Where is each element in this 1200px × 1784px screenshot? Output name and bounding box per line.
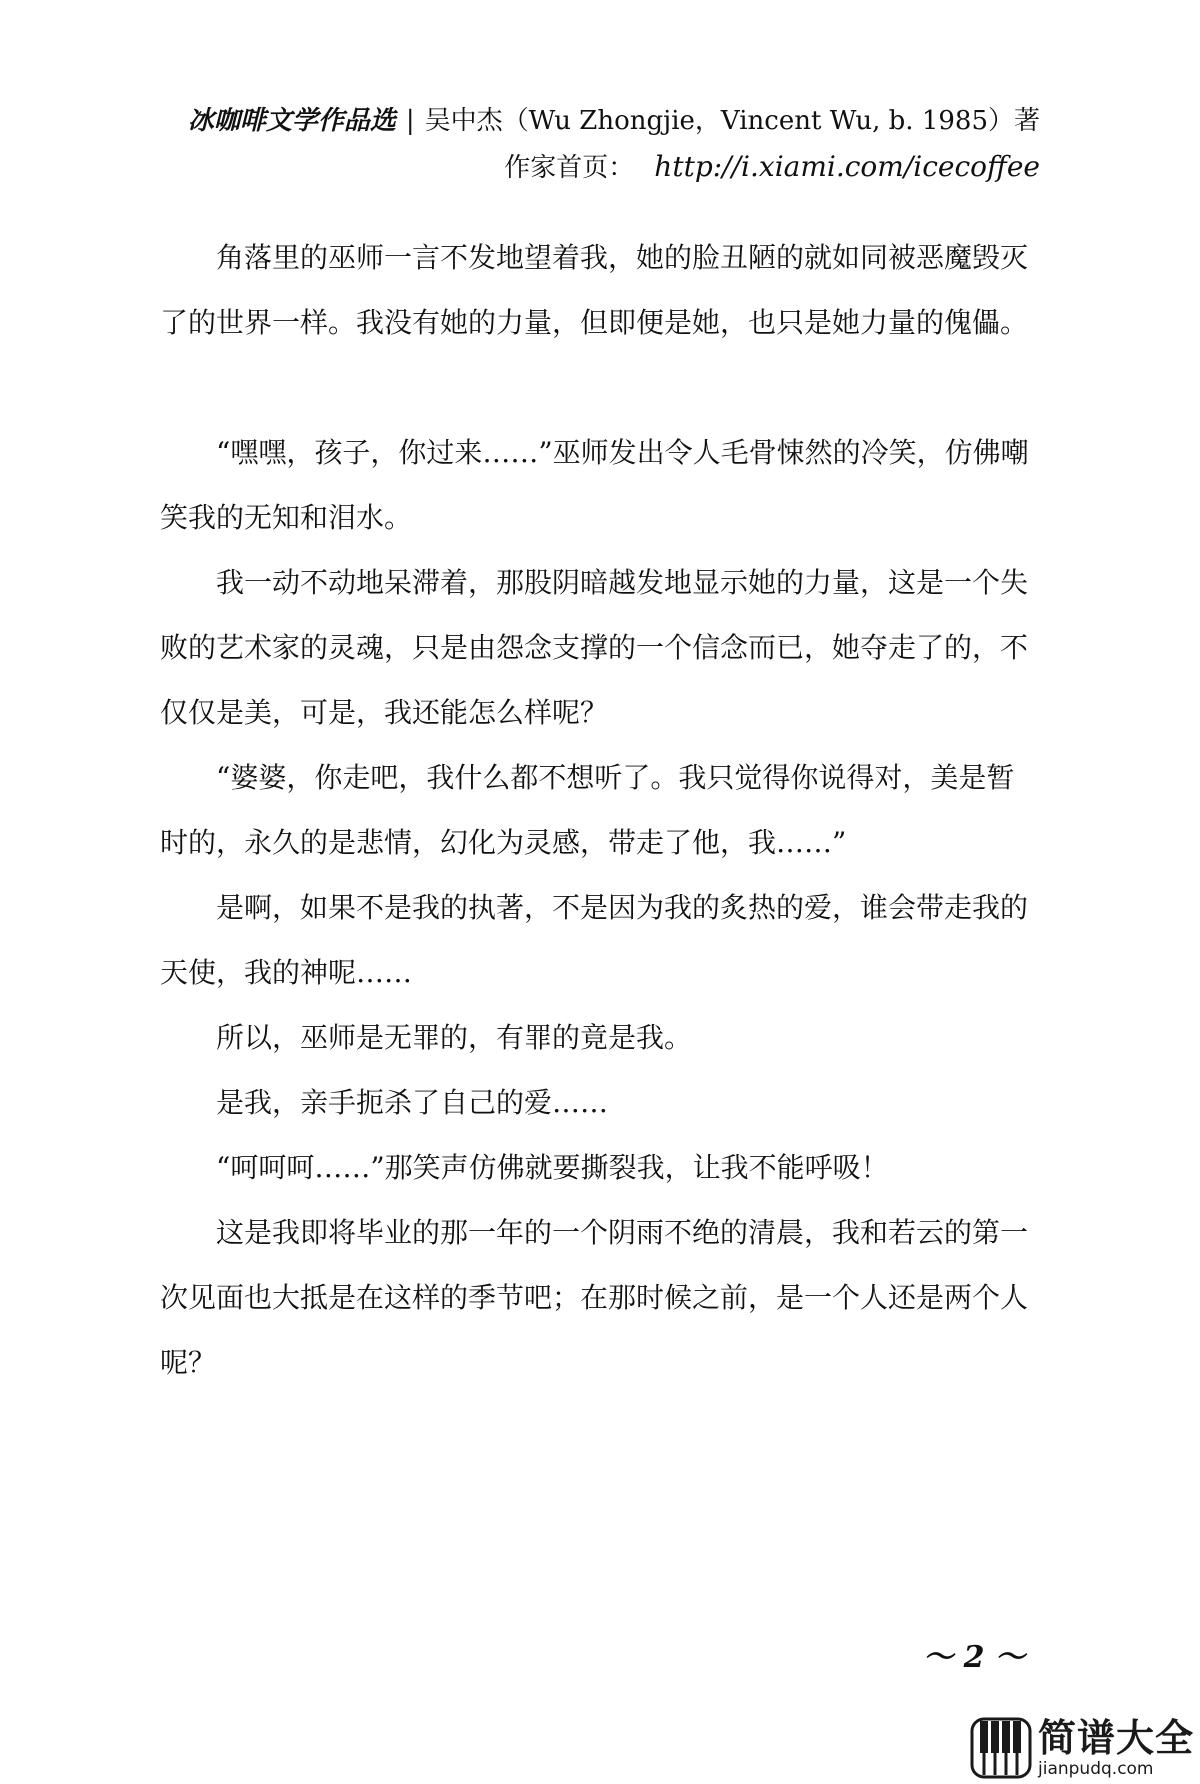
watermark-logo bbox=[970, 1712, 1200, 1784]
series-title: 冰咖啡文学作品选 bbox=[187, 106, 396, 136]
paragraph: 是啊，如果不是我的执著，不是因为我的炙热的爱，谁会带走我的天使，我的神呢…… bbox=[160, 891, 1029, 989]
paragraph: 我一动不动地呆滞着，那股阴暗越发地显示她的力量，这是一个失败的艺术家的灵魂，只是由怨念支撑的一个信念而已，她夺走了的，不仅仅是美，可是，我还能怎么样呢？ bbox=[160, 566, 1029, 729]
piano-keys-icon bbox=[970, 1717, 1032, 1779]
author-credit: 吴中杰（Wu Zhongjie，Vincent Wu, b. 1985）著 bbox=[424, 106, 1040, 136]
watermark-name: 简谱大全 bbox=[1038, 1715, 1195, 1760]
paragraph: 所以，巫师是无罪的，有罪的竟是我。 bbox=[216, 1021, 693, 1054]
homepage-link[interactable]: http://i.xiami.com/icecoffee bbox=[654, 150, 1040, 183]
homepage-label: 作家首页： bbox=[504, 153, 635, 183]
watermark-domain: jianpudq.com bbox=[1038, 1758, 1154, 1779]
watermark-text bbox=[1038, 1715, 1195, 1779]
story-body bbox=[160, 225, 1040, 1395]
paragraph: “婆婆，你走吧，我什么都不想听了。我只觉得你说得对，美是暂时的，永久的是悲情，幻化为灵感，带走了他，我……” bbox=[160, 761, 1015, 859]
paragraph: 这是我即将毕业的那一年的一个阴雨不绝的清晨，我和若云的第一次见面也大抵是在这样的季节吧；在那时候之前，是一个人还是两个人呢？ bbox=[160, 1216, 1029, 1379]
paragraph: 角落里的巫师一言不发地望着我，她的脸丑陋的就如同被恶魔毁灭了的世界一样。我没有她的力量，但即便是她，也只是她力量的傀儡。 bbox=[160, 241, 1029, 339]
paragraph: 是我，亲手扼杀了自己的爱…… bbox=[216, 1086, 609, 1119]
page-header bbox=[188, 98, 1040, 191]
header-homepage-line bbox=[188, 144, 1040, 191]
header-separator: | bbox=[405, 106, 415, 136]
paragraph: “呵呵呵……”那笑声仿佛就要撕裂我，让我不能呼吸！ bbox=[216, 1151, 889, 1184]
paragraph: “嘿嘿，孩子，你过来……”巫师发出令人毛骨悚然的冷笑，仿佛嘲笑我的无知和泪水。 bbox=[160, 436, 1029, 534]
header-title-line bbox=[188, 98, 1040, 144]
page-number: ～ 2 ～ bbox=[923, 1640, 1025, 1675]
